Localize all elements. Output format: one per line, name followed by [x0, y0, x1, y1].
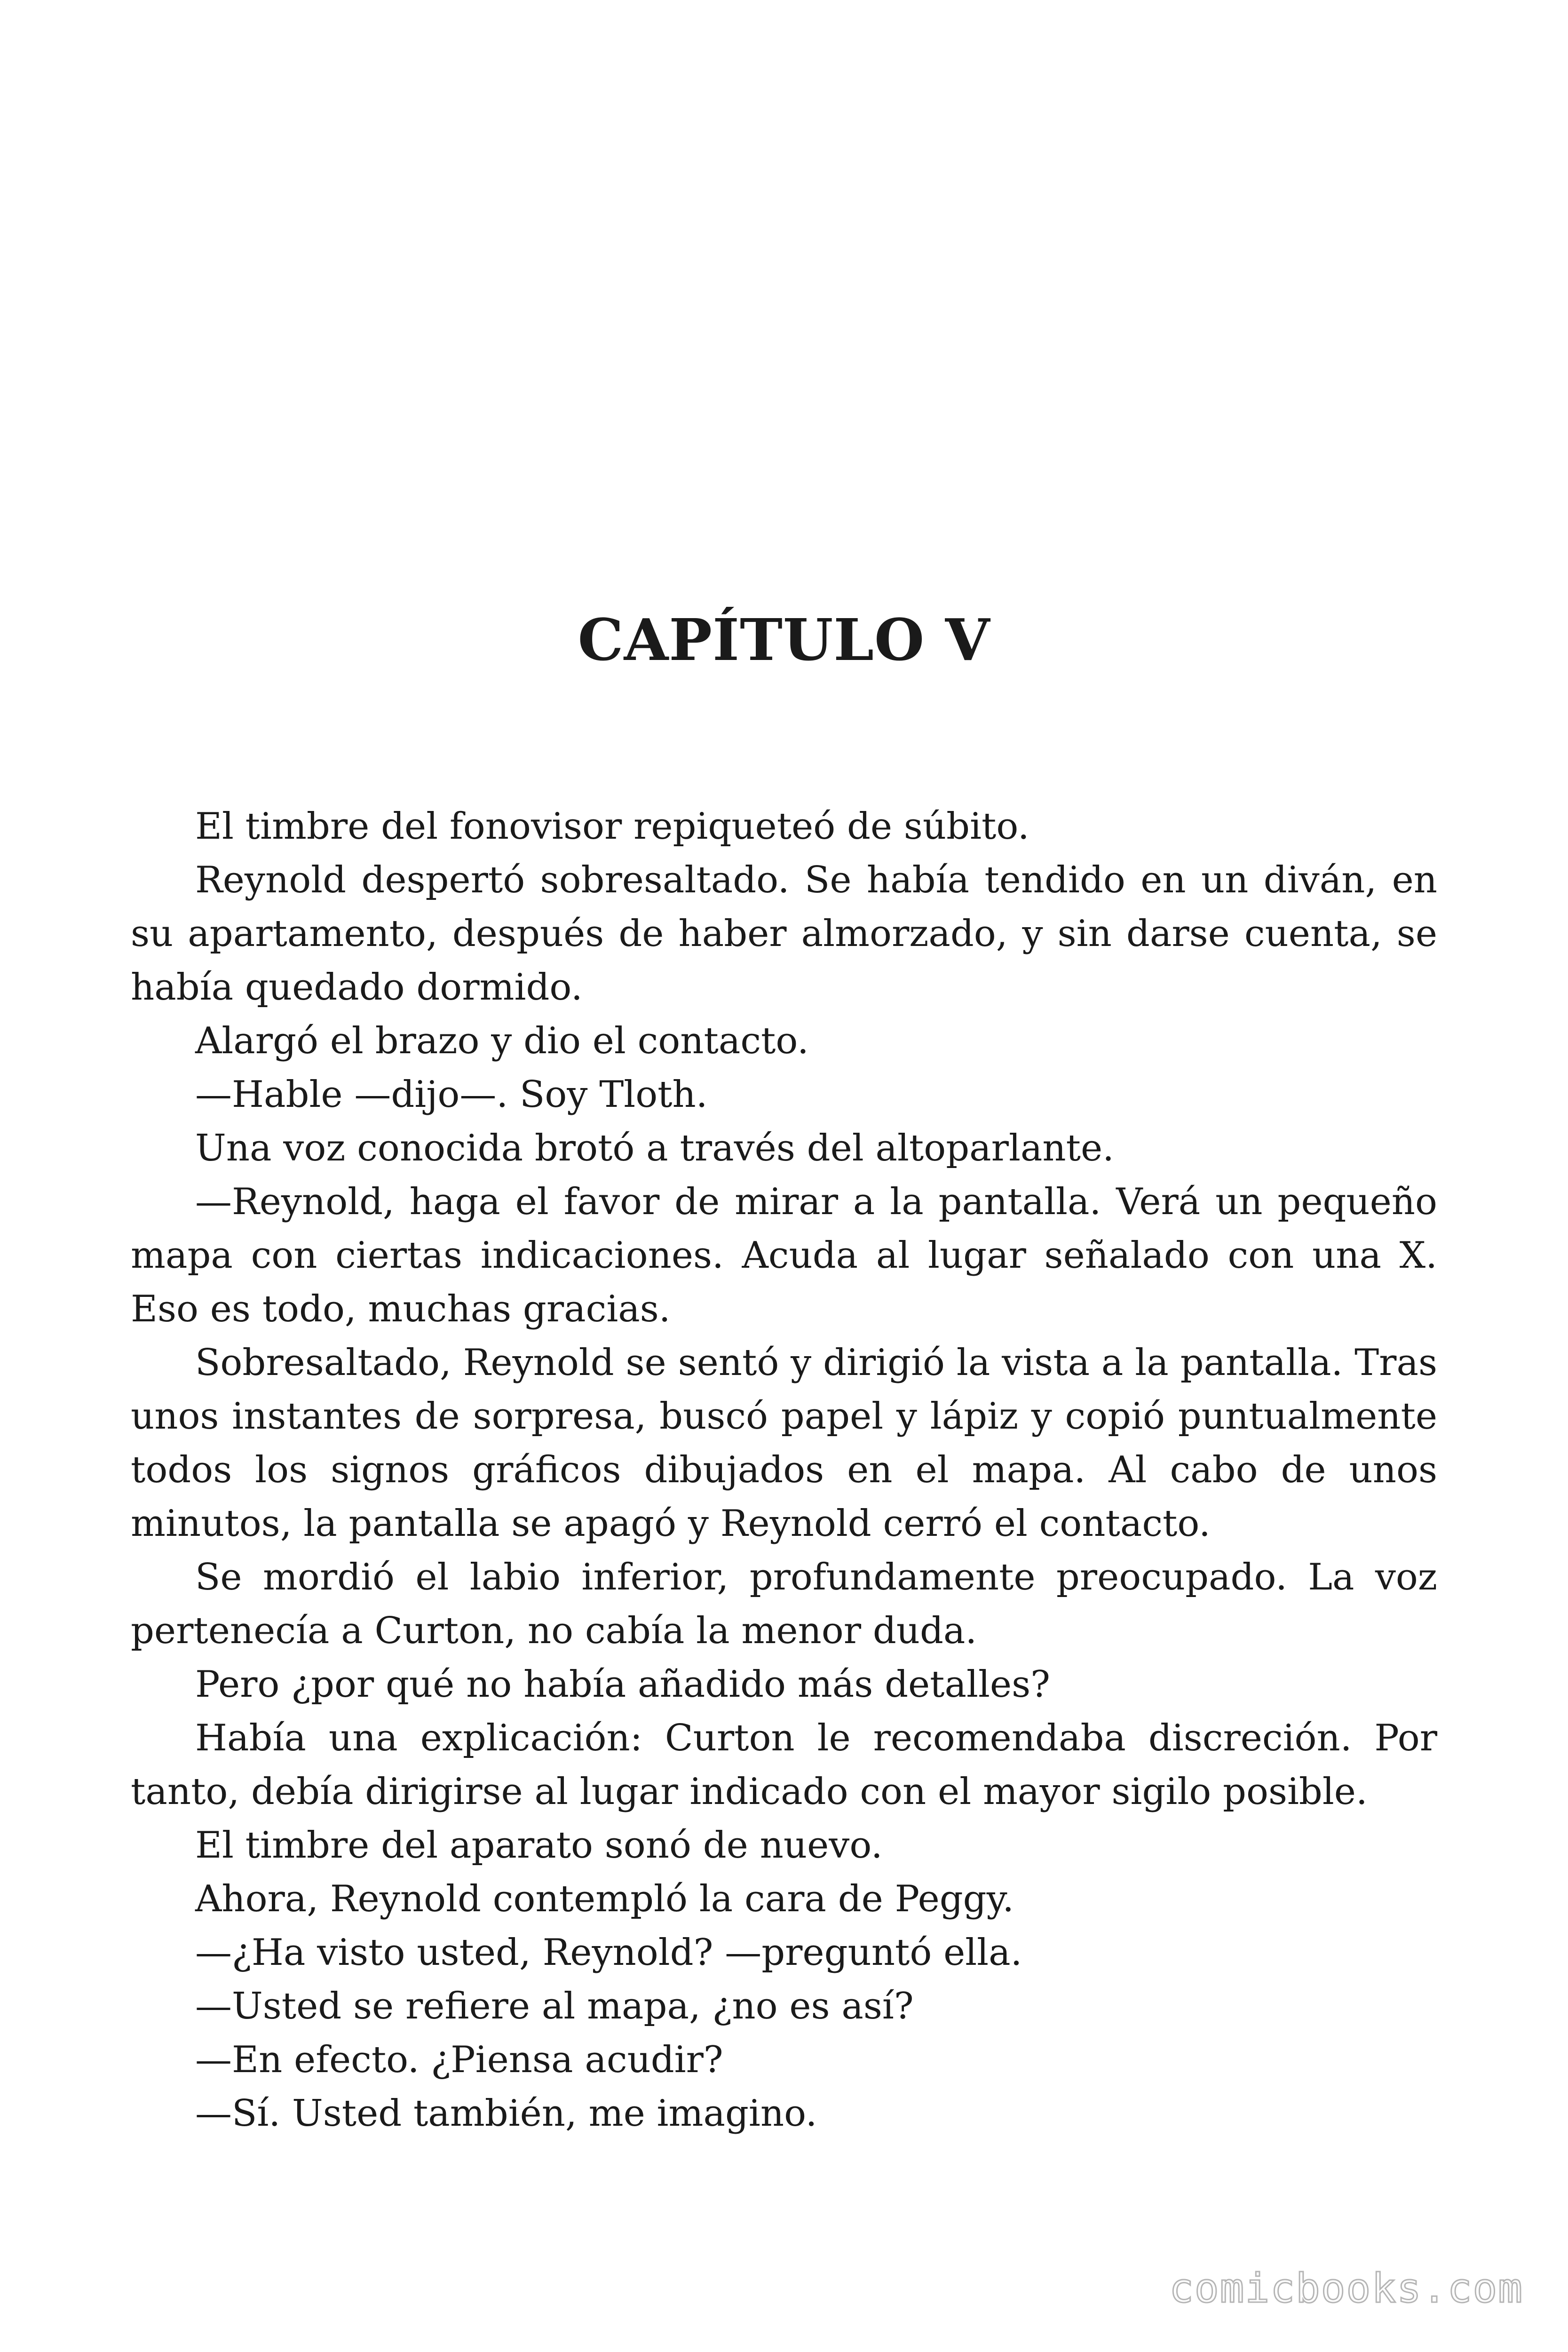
paragraph: Reynold despertó sobresaltado. Se había tendido en un diván, en su apartamento, después de haber almorzado, y sin darse cuenta, se había quedado dormido. — [131, 859, 1437, 1009]
paragraph: Alargó el brazo y dio el contacto. — [195, 1020, 809, 1062]
chapter-title: CAPÍTULO V — [578, 606, 990, 674]
paragraph: —Sí. Usted también, me imagino. — [195, 2092, 817, 2135]
paragraph: Se mordió el labio inferior, profundamente preocupado. La voz pertenecía a Curton, no cabía la menor duda. — [131, 1556, 1437, 1652]
paragraph: Sobresaltado, Reynold se sentó y dirigió la vista a la pantalla. Tras unos instantes de sorpresa, buscó papel y lápiz y copió puntualmente todos los signos gráficos dibujados en el mapa. Al cabo de unos minutos, la pantalla se apagó y Reynold cerró el contacto. — [131, 1342, 1437, 1545]
paragraph: Pero ¿por qué no había añadido más detalles? — [195, 1663, 1050, 1706]
chapter-body — [131, 800, 1437, 2140]
paragraph: El timbre del fonovisor repiqueteó de súbito. — [195, 805, 1029, 848]
paragraph: Una voz conocida brotó a través del altoparlante. — [195, 1127, 1114, 1169]
paragraph: Había una explicación: Curton le recomendaba discreción. Por tanto, debía dirigirse al lugar indicado con el mayor sigilo posible. — [131, 1717, 1437, 1813]
paragraph: —Hable —dijo—. Soy Tloth. — [195, 1073, 708, 1116]
paragraph: El timbre del aparato sonó de nuevo. — [195, 1824, 883, 1867]
paragraph: Ahora, Reynold contempló la cara de Peggy. — [195, 1878, 1014, 1920]
paragraph: —En efecto. ¿Piensa acudir? — [195, 2039, 723, 2081]
paragraph: —Usted se refiere al mapa, ¿no es así? — [195, 1985, 914, 2027]
paragraph: —¿Ha visto usted, Reynold? —preguntó ella. — [195, 1931, 1022, 1974]
watermark: comicbooks.com — [1169, 2265, 1523, 2312]
paragraph: —Reynold, haga el favor de mirar a la pantalla. Verá un pequeño mapa con ciertas indicaciones. Acuda al lugar señalado con una X. Eso es todo, muchas gracias. — [131, 1181, 1437, 1330]
